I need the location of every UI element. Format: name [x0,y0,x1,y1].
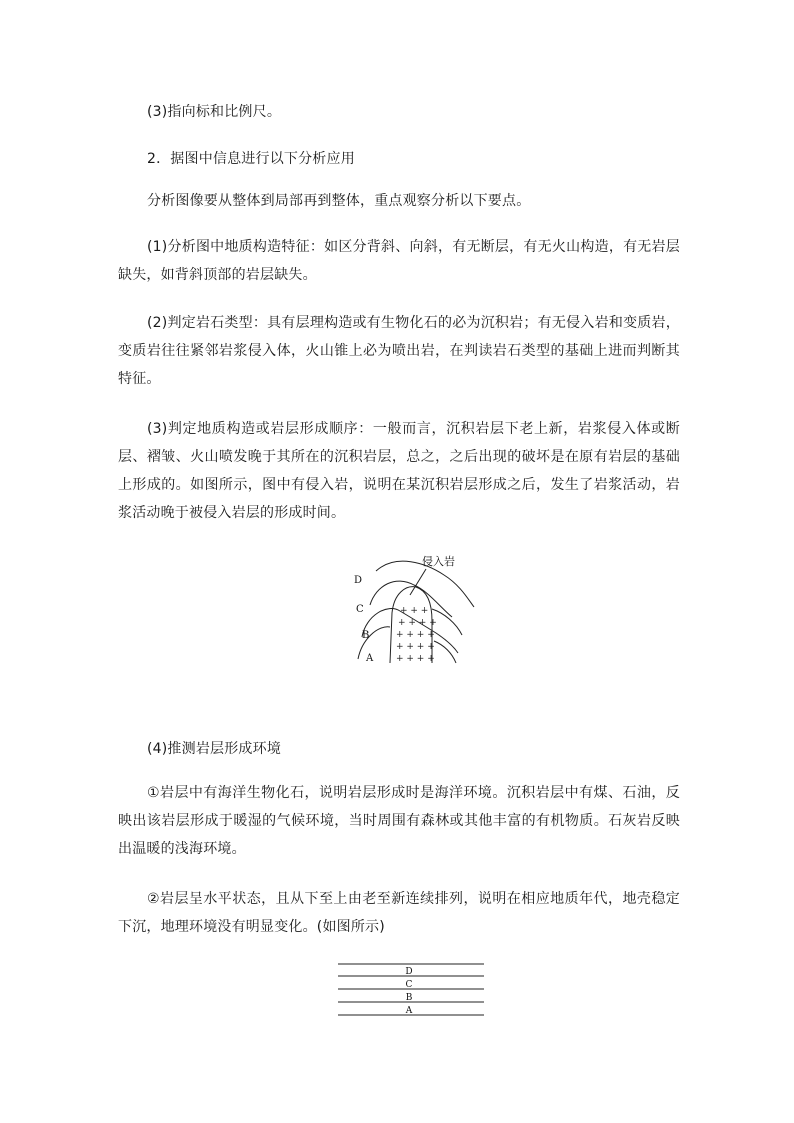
intrusion-svg [348,555,478,667]
svg-text:+ + + +: + + + + [396,642,435,652]
strata-label-b: B [405,993,413,1003]
paragraph-structure-features: (1)分析图中地质构造特征：如区分背斜、向斜，有无断层，有无火山构造，有无岩层缺失，如背斜顶部的岩层缺失。 [118,239,680,283]
svg-text:+ + +: + + + [400,606,429,616]
svg-text:+ + + +: + + + + [396,630,435,640]
strata-svg [338,962,484,1018]
layer-label-c: C [356,604,364,615]
layer-d-line [376,561,474,607]
intrusion-label: 侵入岩 [422,555,455,568]
horizontal-strata-diagram [338,962,484,1018]
layer-label-d: D [354,575,363,586]
intrusion-crosses [396,606,437,664]
layer-arc-right-2 [434,641,456,663]
section-heading-environment: (4)推测岩层形成环境 [147,741,282,757]
section-heading-analysis: 2．据图中信息进行以下分析应用 [147,151,355,167]
strata-label-c: C [405,980,413,990]
paragraph-analysis-intro: 分析图像要从整体到局部再到整体，重点观察分析以下要点。 [147,193,531,209]
intrusion-diagram [348,555,478,667]
paragraph-rock-types: (2)判定岩石类型：具有层理构造或有生物化石的必为沉积岩；有无侵入岩和变质岩，变质岩往往紧邻岩浆侵入体，火山锥上必为喷出岩，在判读岩石类型的基础上进而判断其特征。 [118,315,680,387]
paragraph-horizontal-layers: ②岩层呈水平状态，且从下至上由老至新连续排列，说明在相应地质年代，地壳稳定下沉，地理环境没有明显变化。(如图所示) [118,891,680,935]
svg-text:+ + + +: + + + + [396,654,435,664]
layer-label-a: A [366,653,374,664]
paragraph-formation-order: (3)判定地质构造或岩层形成顺序：一般而言，沉积岩层下老上新，岩浆侵入体或断层、褶皱、火山喷发晚于其所在的沉积岩层，总之，之后出现的破坏是在原有岩层的基础上形成的。如图所示，图中有侵入岩，说明在某沉积岩层形成之后，发生了岩浆活动，岩浆活动晚于被侵入岩层的形成时间。 [118,421,680,521]
svg-text:+ + + +: + + + + [398,618,437,628]
strata-label-a: A [405,1006,413,1016]
strata-label-d: D [405,967,413,977]
layer-label-b: B [362,630,370,641]
paragraph-fossils-environment: ①岩层中有海洋生物化石，说明岩层形成时是海洋环境。沉积岩层中有煤、石油，反映出该岩层形成于暖湿的气候环境，当时周围有森林或其他丰富的有机物质。石灰岩反映出温暖的浅海环境。 [118,785,680,857]
paragraph-compass-scale: (3)指向标和比例尺。 [147,104,282,120]
